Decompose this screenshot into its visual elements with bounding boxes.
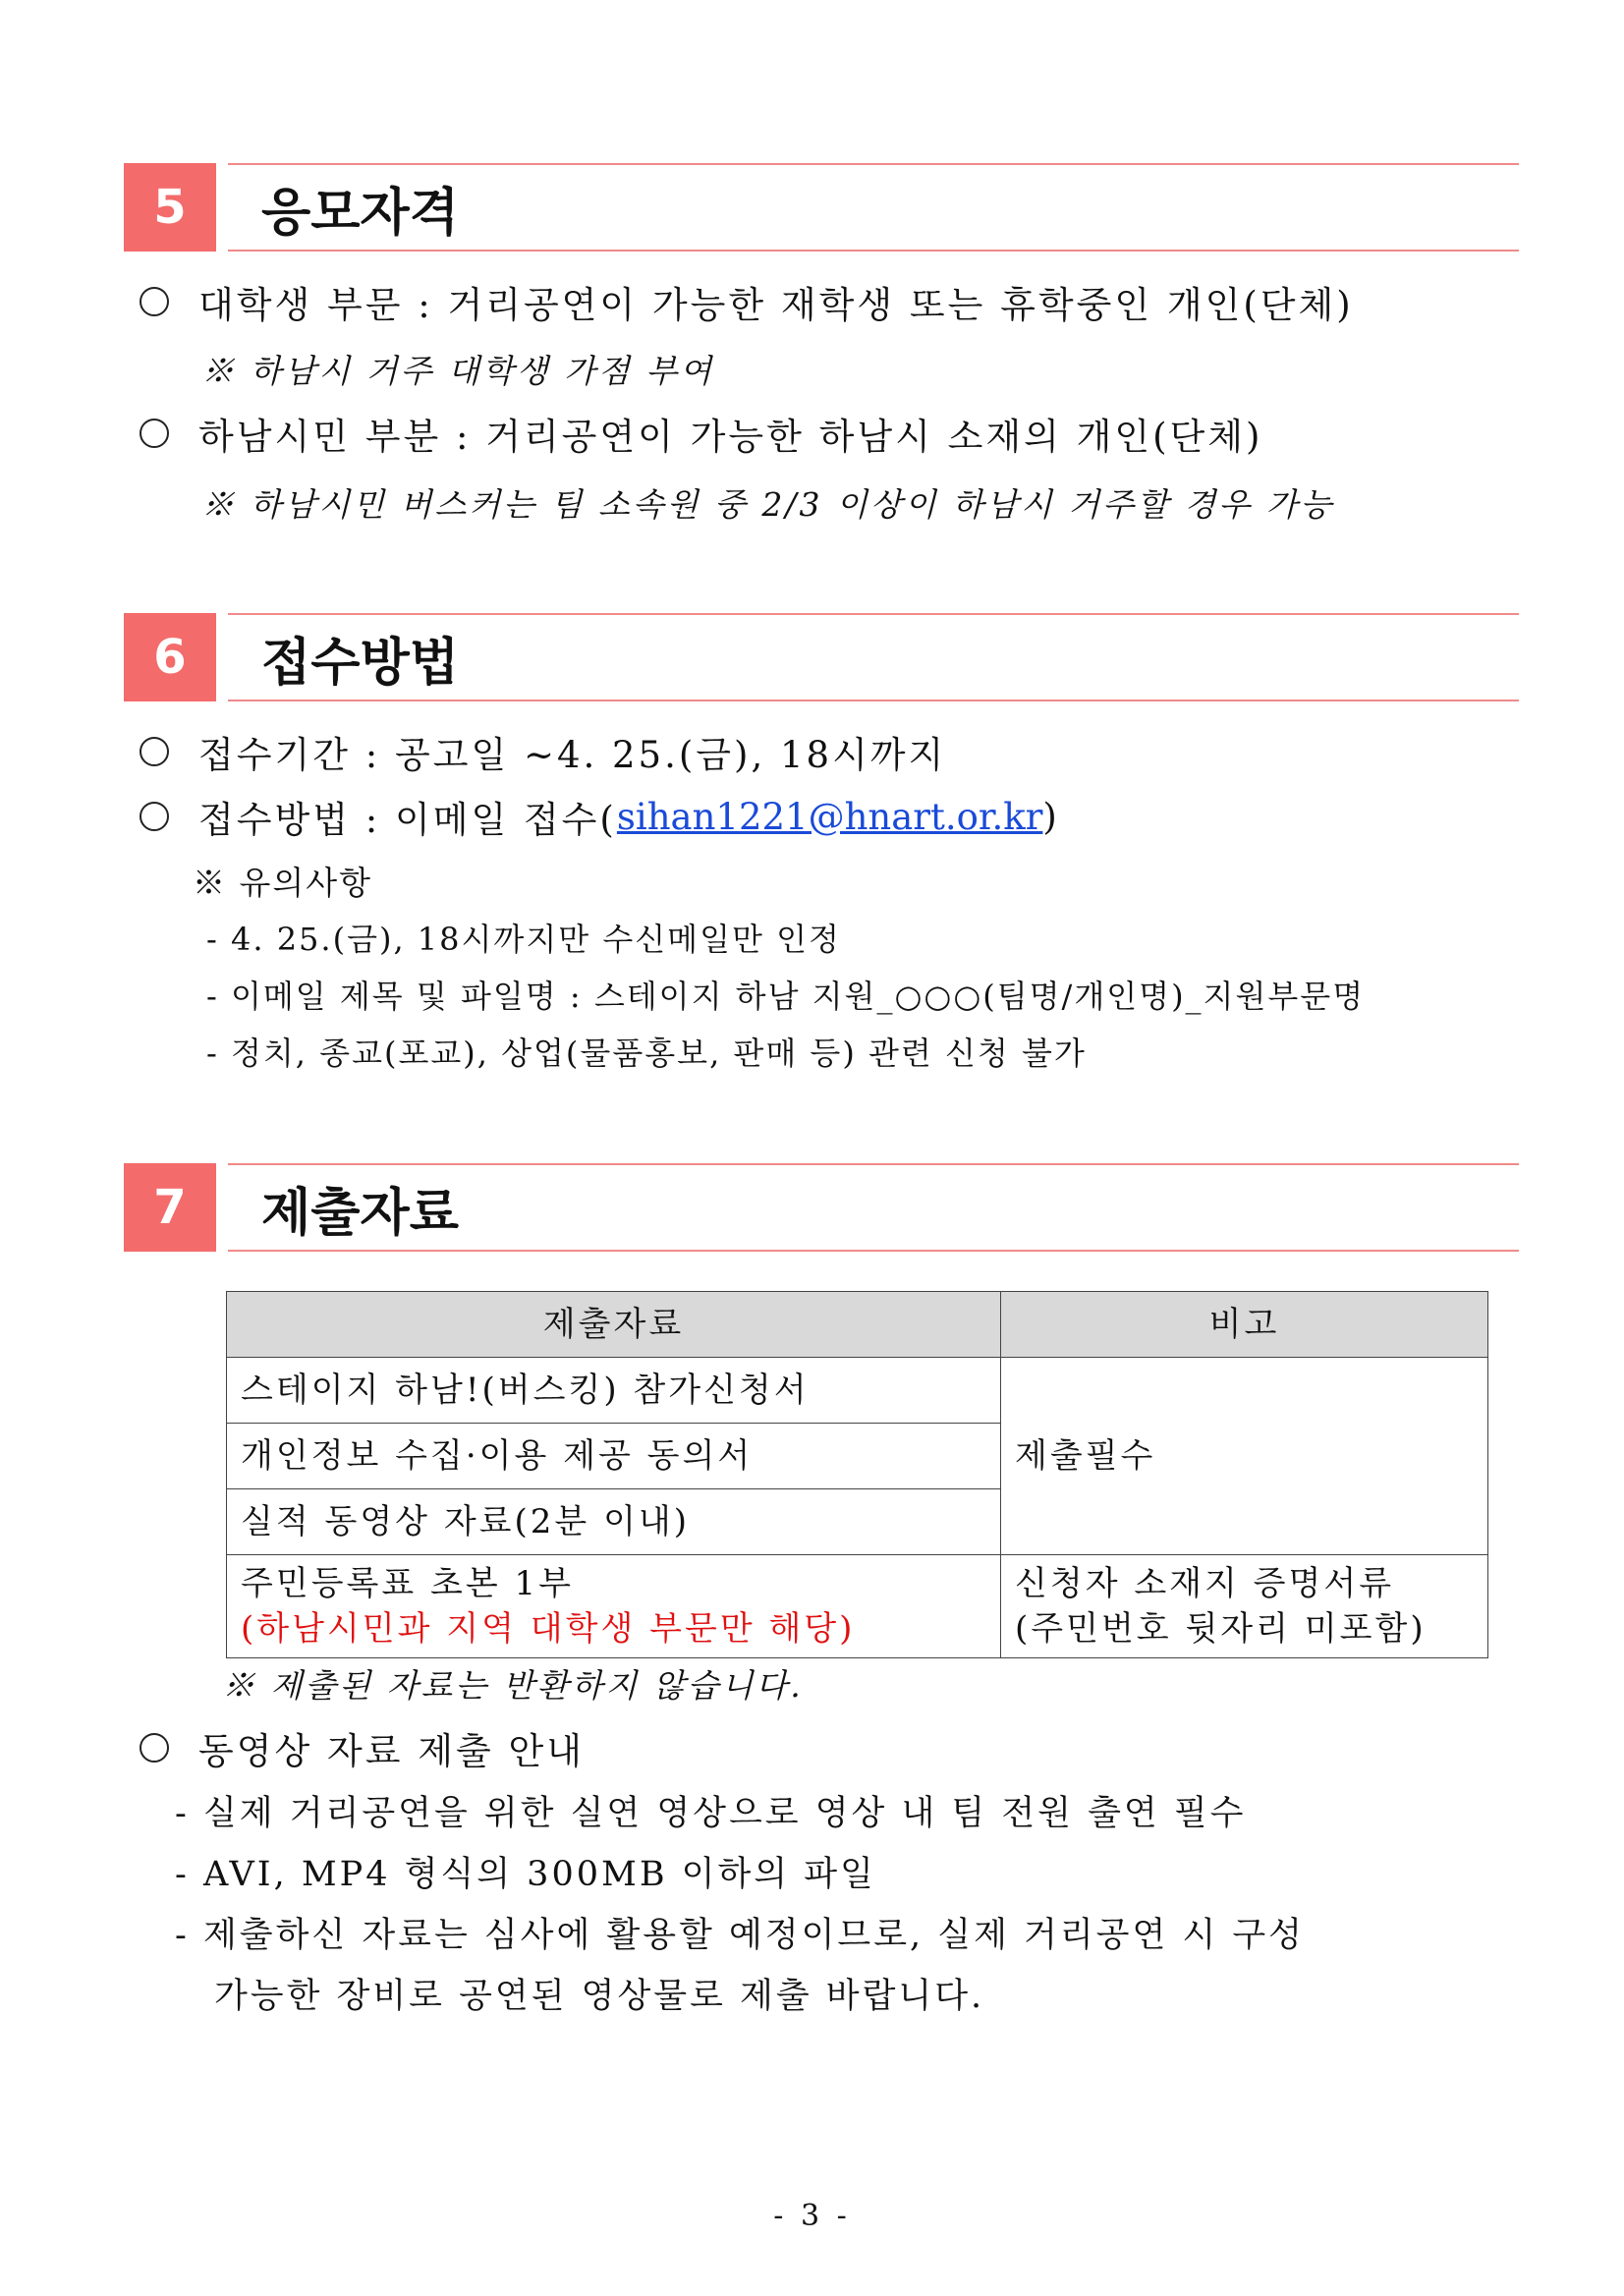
eligibility-item [140, 407, 1262, 460]
section-5-header [124, 163, 1519, 252]
cell-line: 신청자 소재지 증명서류 [1015, 1564, 1395, 1603]
circle-bullet-icon [140, 802, 169, 831]
section-title: 응모자격 [261, 183, 459, 243]
section-title: 제출자료 [261, 1183, 459, 1243]
video-item: 가능한 장비로 공연된 영상물로 제출 바랍니다. [214, 1977, 985, 2016]
table-header: 비고 [1001, 1292, 1488, 1358]
video-title-text: 동영상 자료 제출 안내 [198, 1730, 585, 1772]
video-item: - 실제 거리공연을 위한 실연 영상으로 영상 내 팀 전원 출연 필수 [175, 1794, 1247, 1833]
method-suffix: ) [1042, 795, 1060, 838]
video-guide-title [140, 1721, 585, 1774]
cell-line: 주민등록표 초본 1부 [241, 1564, 574, 1603]
eligibility-note: ※ 하남시민 버스커는 팀 소속원 중 2/3 이상이 하남시 거주할 경우 가능 [201, 484, 1335, 524]
page-number: - 3 - [773, 2199, 851, 2233]
cell-line-red: (하남시민과 지역 대학생 부문만 해당) [241, 1609, 856, 1649]
table-cell: 개인정보 수집·이용 제공 동의서 [227, 1424, 1001, 1489]
table-row [227, 1358, 1488, 1424]
circle-bullet-icon [140, 1733, 169, 1763]
cell-line: (주민번호 뒷자리 미포함) [1015, 1609, 1427, 1649]
caution-item: - 이메일 제목 및 파일명 : 스테이지 하남 지원_○○○(팀명/개인명)_지원부문명 [206, 978, 1366, 1015]
table-cell: 스테이지 하남!(버스킹) 참가신청서 [227, 1358, 1001, 1424]
section-7-header [124, 1163, 1519, 1252]
section-title: 접수방법 [261, 633, 459, 693]
eligibility-text: 하남시민 부분 : 거리공연이 가능한 하남시 소재의 개인(단체) [198, 416, 1263, 458]
period-text: 접수기간 : 공고일 ~4. 25.(금), 18시까지 [198, 734, 947, 776]
table-cell [1001, 1555, 1488, 1658]
video-item: - AVI, MP4 형식의 300MB 이하의 파일 [175, 1855, 876, 1894]
table-row [227, 1555, 1488, 1658]
caution-title: ※ 유의사항 [193, 863, 373, 902]
table-cell: 실적 동영상 자료(2분 이내) [227, 1489, 1001, 1555]
method-text: 접수방법 : 이메일 접수( [198, 799, 617, 841]
submission-table [226, 1291, 1488, 1658]
section-number: 7 [124, 1163, 216, 1252]
table-cell [227, 1555, 1001, 1658]
circle-bullet-icon [140, 419, 169, 448]
caution-item: - 4. 25.(금), 18시까지만 수신메일만 인정 [206, 921, 841, 958]
email-link[interactable]: sihan1221@hnart.or.kr [616, 795, 1043, 838]
circle-bullet-icon [140, 737, 169, 766]
section-number: 6 [124, 613, 216, 701]
caution-item: - 정치, 종교(포교), 상업(물품홍보, 판매 등) 관련 신청 불가 [206, 1035, 1087, 1072]
application-method [140, 790, 1060, 843]
table-header: 제출자료 [227, 1292, 1001, 1358]
section-6-header [124, 613, 1519, 701]
video-item: - 제출하신 자료는 심사에 활용할 예정이므로, 실제 거리공연 시 구성 [175, 1916, 1305, 1955]
section-number: 5 [124, 163, 216, 252]
table-note: ※ 제출된 자료는 반환하지 않습니다. [222, 1665, 804, 1705]
table-merged-cell: 제출필수 [1001, 1358, 1488, 1555]
application-period [140, 725, 946, 778]
eligibility-note: ※ 하남시 거주 대학생 가점 부여 [201, 351, 714, 390]
circle-bullet-icon [140, 287, 169, 316]
eligibility-text: 대학생 부문 : 거리공연이 가능한 재학생 또는 휴학중인 개인(단체) [198, 284, 1354, 326]
table-header-row [227, 1292, 1488, 1358]
eligibility-item [140, 275, 1354, 328]
